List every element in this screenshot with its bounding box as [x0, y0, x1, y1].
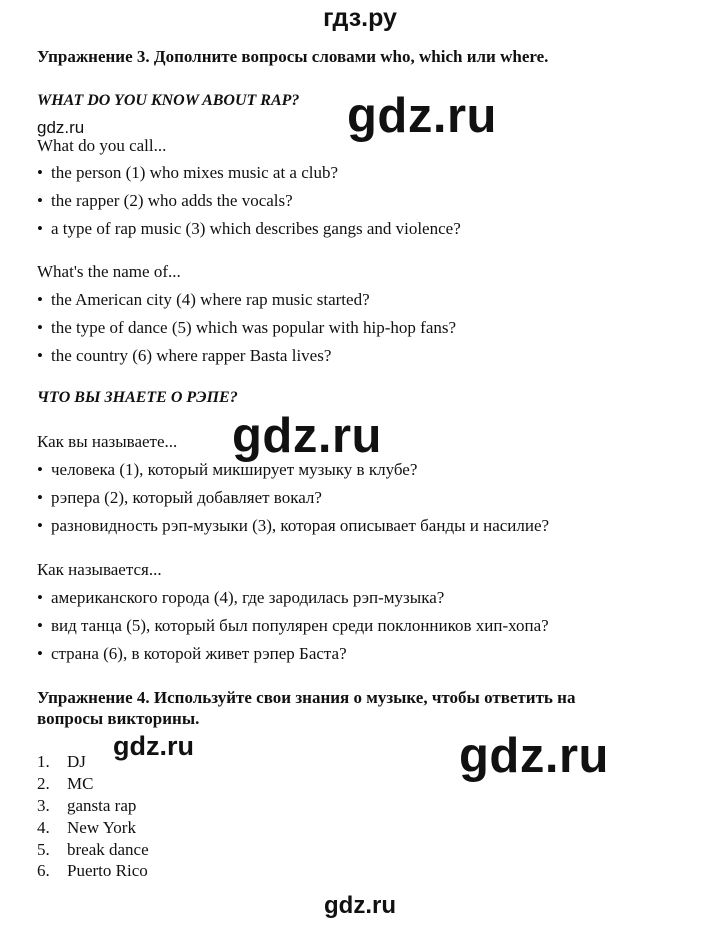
bullet-icon: •: [37, 346, 43, 365]
watermark: gdz.ru: [459, 729, 609, 783]
bullet-icon: •: [37, 588, 43, 607]
list-item: • человека (1), который микширует музыку в клубе?: [37, 460, 418, 479]
exercise4-title-line1: Упражнение 4. Используйте свои знания о музыке, чтобы ответить на: [37, 688, 576, 707]
bullet-icon: •: [37, 219, 43, 238]
bullet-icon: •: [37, 516, 43, 535]
exercise3-ru-intro1: Как вы называете...: [37, 432, 178, 451]
list-item: • a type of rap music (3) which describes gangs and violence?: [37, 219, 461, 238]
answer-item: 1. DJ: [37, 752, 86, 771]
exercise3-en-heading: WHAT DO YOU KNOW ABOUT RAP?: [37, 92, 300, 109]
watermark: gdz.ru: [347, 89, 497, 143]
list-item: • рэпера (2), который добавляет вокал?: [37, 488, 322, 507]
watermark: gdz.ru: [324, 892, 396, 919]
answer-item: 6. Puerto Rico: [37, 861, 148, 880]
list-item: • the type of dance (5) which was popular with hip-hop fans?: [37, 318, 457, 337]
bullet-icon: •: [37, 290, 43, 309]
bullet-icon: •: [37, 488, 43, 507]
answer-item: 3. gansta rap: [37, 796, 137, 815]
bullet-icon: •: [37, 163, 43, 182]
watermark: gdz.ru: [37, 118, 85, 137]
answer-item: 2. MC: [37, 774, 94, 793]
list-item: • вид танца (5), который был популярен среди поклонников хип-хопа?: [37, 616, 549, 635]
watermark: gdz.ru: [113, 731, 194, 761]
list-item: • страна (6), в которой живет рэпер Баста?: [37, 644, 347, 663]
watermark: gdz.ru: [232, 409, 382, 463]
answer-item: 4. New York: [37, 818, 136, 837]
bullet-icon: •: [37, 616, 43, 635]
list-item: • the country (6) where rapper Basta lives?: [37, 346, 332, 365]
exercise3-ru-heading: ЧТО ВЫ ЗНАЕТЕ О РЭПЕ?: [37, 389, 238, 406]
exercise3-en-intro1: What do you call...: [37, 136, 167, 155]
site-header: гдз.ру: [323, 4, 397, 32]
answer-item: 5. break dance: [37, 840, 149, 859]
bullet-icon: •: [37, 644, 43, 663]
list-item: • the American city (4) where rap music started?: [37, 290, 370, 309]
bullet-icon: •: [37, 191, 43, 210]
list-item: • американского города (4), где зародилась рэп-музыка?: [37, 588, 445, 607]
list-item: • the rapper (2) who adds the vocals?: [37, 191, 293, 210]
bullet-icon: •: [37, 318, 43, 337]
list-item: • the person (1) who mixes music at a club?: [37, 163, 339, 182]
list-item: • разновидность рэп-музыки (3), которая описывает банды и насилие?: [37, 516, 550, 535]
exercise3-ru-intro2: Как называется...: [37, 560, 162, 579]
bullet-icon: •: [37, 460, 43, 479]
exercise3-title: Упражнение 3. Дополните вопросы словами who, which или where.: [37, 47, 549, 66]
exercise4-title-line2: вопросы викторины.: [37, 709, 200, 728]
exercise3-en-intro2: What's the name of...: [37, 262, 181, 281]
